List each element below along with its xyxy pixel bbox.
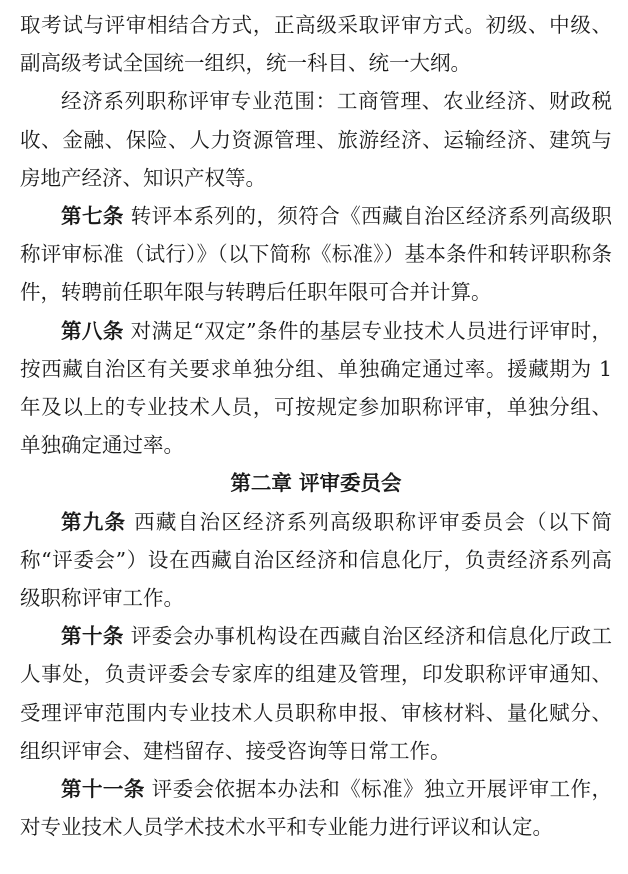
article-text: 对满足“双定”条件的基层专业技术人员进行评审时，按西藏自治区有关要求单独分组、单独确定通过率。援藏期为 1 年及以上的专业技术人员，可按规定参加职称评审，单独分组、单独确定通过率。 xyxy=(20,318,613,458)
article-number: 第七条 xyxy=(61,204,124,229)
article-text: 评委会办事机构设在西藏自治区经济和信息化厅政工人事处，负责评委会专家库的组建及管理，印发职称评审通知、受理评审范围内专业技术人员职称申报、审核材料、量化赋分、组织评审会、建档留存、接受咨询等日常工作。 xyxy=(20,624,612,763)
article-10 xyxy=(20,617,612,770)
article-8 xyxy=(20,312,612,465)
article-number: 第十一条 xyxy=(61,777,145,802)
article-9 xyxy=(20,503,612,618)
paragraph-text: 取考试与评审相结合方式，正高级采取评审方式。初级、中级、副高级考试全国统一组织，统一科目、统一大纲。 xyxy=(20,13,612,76)
paragraph-exam-method xyxy=(20,6,612,82)
chapter-heading: 第二章 评审委员会 xyxy=(230,471,402,496)
paragraph-text: 经济系列职称评审专业范围：工商管理、农业经济、财政税收、金融、保险、人力资源管理、旅游经济、运输经济、建筑与房地产经济、知识产权等。 xyxy=(20,89,612,190)
paragraph-scope xyxy=(20,82,612,197)
article-11 xyxy=(20,770,612,846)
article-text: 转评本系列的，须符合《西藏自治区经济系列高级职称评审标准（试行）》（以下简称《标准》）基本条件和转评职称条件，转聘前任职年限与转聘后任职年限可合并计算。 xyxy=(20,204,612,305)
article-number: 第十条 xyxy=(61,624,124,649)
article-number: 第九条 xyxy=(61,509,127,534)
article-text: 评委会依据本办法和《标准》独立开展评审工作，对专业技术人员学术技术水平和专业能力进行评议和认定。 xyxy=(20,777,612,840)
article-7 xyxy=(20,197,612,312)
article-number: 第八条 xyxy=(61,318,124,343)
article-text: 西藏自治区经济系列高级职称评审委员会（以下简称“评委会”）设在西藏自治区经济和信息化厅，负责经济系列高级职称评审工作。 xyxy=(20,509,612,611)
